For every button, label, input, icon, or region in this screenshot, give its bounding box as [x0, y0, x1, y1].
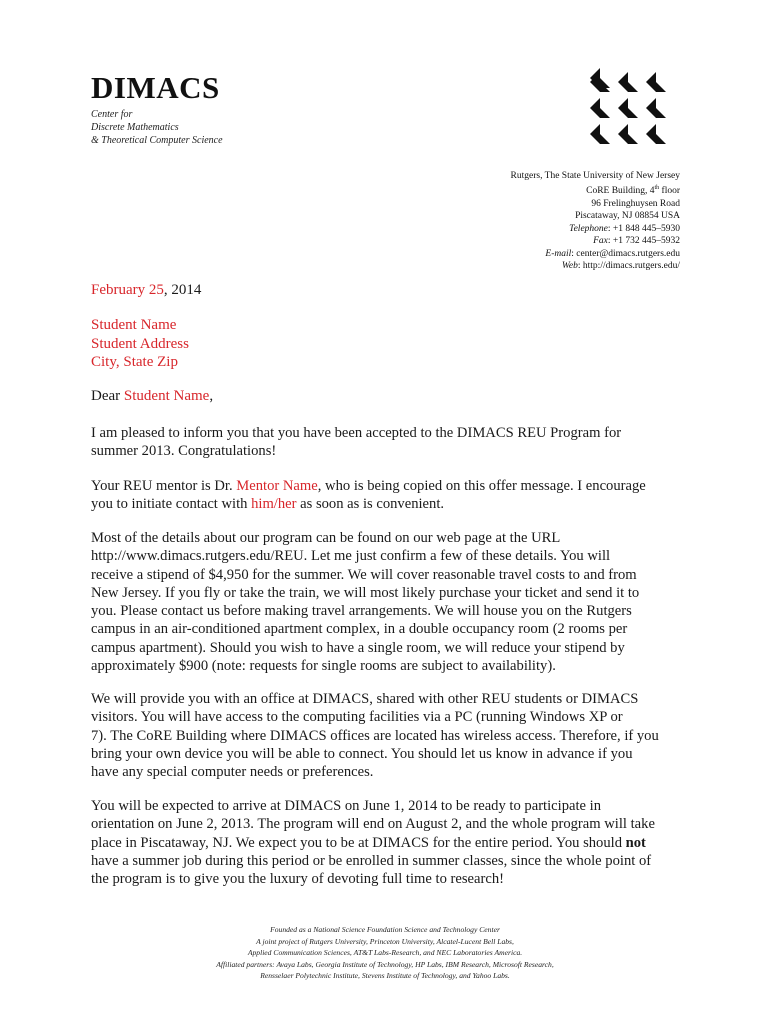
recipient-city: City, State Zip [91, 354, 178, 370]
text-line: summer 2013. Congratulations! [91, 443, 277, 460]
address-fax: Fax: +1 732 445–5932 [593, 236, 680, 247]
footer-line: A joint project of Rutgers University, Princeton University, Alcatel-Lucent Bell Labs, [256, 936, 514, 946]
address-city: Piscataway, NJ 08854 USA [575, 211, 680, 222]
text-line: the program is to give you the luxury of devoting full time to research! [91, 871, 504, 888]
address-telephone: Telephone: +1 848 445–5930 [569, 223, 680, 234]
text-line: visitors. You will have access to the computing facilities via a PC (running Windows XP or [91, 709, 623, 726]
text-line: approximately $900 (note: requests for single rooms are subject to availability). [91, 658, 556, 675]
dimacs-emblem-icon [590, 68, 674, 152]
tagline-line: & Theoretical Computer Science [91, 135, 223, 146]
footer-line: Affiliated partners: Avaya Labs, Georgia Institute of Technology, HP Labs, IBM Research, Microsoft Research, [216, 959, 554, 969]
tagline-line: Center for [91, 109, 133, 120]
paragraph-schedule [91, 797, 691, 888]
text-line: http://www.dimacs.rutgers.edu/REU. Let me just confirm a few of these details. You will [91, 548, 611, 565]
address-building: CoRE Building, 4th floor [586, 185, 680, 197]
letterhead-footer [120, 924, 650, 982]
text-line: New Jersey. If you fly or take the train, we will most likely purchase your ticket and send it to [91, 584, 640, 601]
tagline-line: Discrete Mathematics [91, 122, 179, 133]
text-line: have any special computer needs or preferences. [91, 764, 374, 781]
org-logo-wordmark: DIMACS [91, 70, 220, 105]
text-line: Your REU mentor is Dr. Mentor Name, who is being copied on this offer message. I encourage [91, 478, 646, 494]
paragraph-mentor [91, 477, 691, 514]
text-line: orientation on June 2, 2013. The program will end on August 2, and the whole program will take [91, 816, 655, 833]
text-line: We will provide you with an office at DIMACS, shared with other REU students or DIMACS [91, 691, 639, 707]
paragraph-office [91, 690, 691, 781]
address-university: Rutgers, The State University of New Jersey [510, 171, 680, 181]
text-line: you. Please contact us before making travel arrangements. We will house you on the Rutgers [91, 603, 632, 620]
text-line: have a summer job during this period or be enrolled in summer classes, since the whole point of [91, 852, 652, 869]
footer-line: Applied Communication Sciences, AT&T Labs-Research, and NEC Laboratories America. [247, 948, 523, 957]
org-tagline [91, 108, 223, 147]
paragraph-acceptance [91, 424, 691, 461]
text-line: Most of the details about our program can be found on our web page at the URL [91, 530, 561, 546]
salutation: Dear Student Name, [91, 388, 214, 404]
text-line: bring your own device you will be able to connect. You should let us know in advance if you [91, 745, 633, 762]
footer-line: Rensselaer Polytechnic Institute, Stevens Institute of Technology, and Yahoo Labs. [260, 971, 510, 980]
address-email: E-mail: center@dimacs.rutgers.edu [545, 248, 680, 259]
text-line: campus in an air-conditioned apartment complex, in a double occupancy room (2 rooms per [91, 621, 628, 638]
letter-date: February 25, 2014 [91, 282, 202, 298]
text-line: receive a stipend of $4,950 for the summer. We will cover reasonable travel costs to and from [91, 566, 637, 583]
footer-line: Founded as a National Science Foundation Science and Technology Center [270, 925, 500, 934]
address-street: 96 Frelinghuysen Road [591, 198, 680, 209]
address-web: Web: http://dimacs.rutgers.edu/ [561, 261, 680, 271]
paragraph-program-details [91, 529, 691, 675]
text-line: campus apartment). Should you wish to have a single room, we will reduce your stipend by [91, 639, 625, 656]
recipient-address: Student Address [91, 335, 189, 352]
text-line: you to initiate contact with him/her as soon as is convenient. [91, 496, 445, 513]
recipient-name: Student Name [91, 317, 177, 333]
text-line: You will be expected to arrive at DIMACS on June 1, 2014 to be ready to participate in [91, 798, 601, 814]
text-line: 7). The CoRE Building where DIMACS offices are located has wireless access. Therefore, if you [91, 727, 659, 744]
text-line: I am pleased to inform you that you have been accepted to the DIMACS REU Program for [91, 425, 622, 441]
letterhead-address [511, 170, 680, 272]
recipient-block [91, 316, 189, 372]
text-line: place in Piscataway, NJ. We expect you to be at DIMACS for the entire period. You should not [91, 834, 646, 851]
